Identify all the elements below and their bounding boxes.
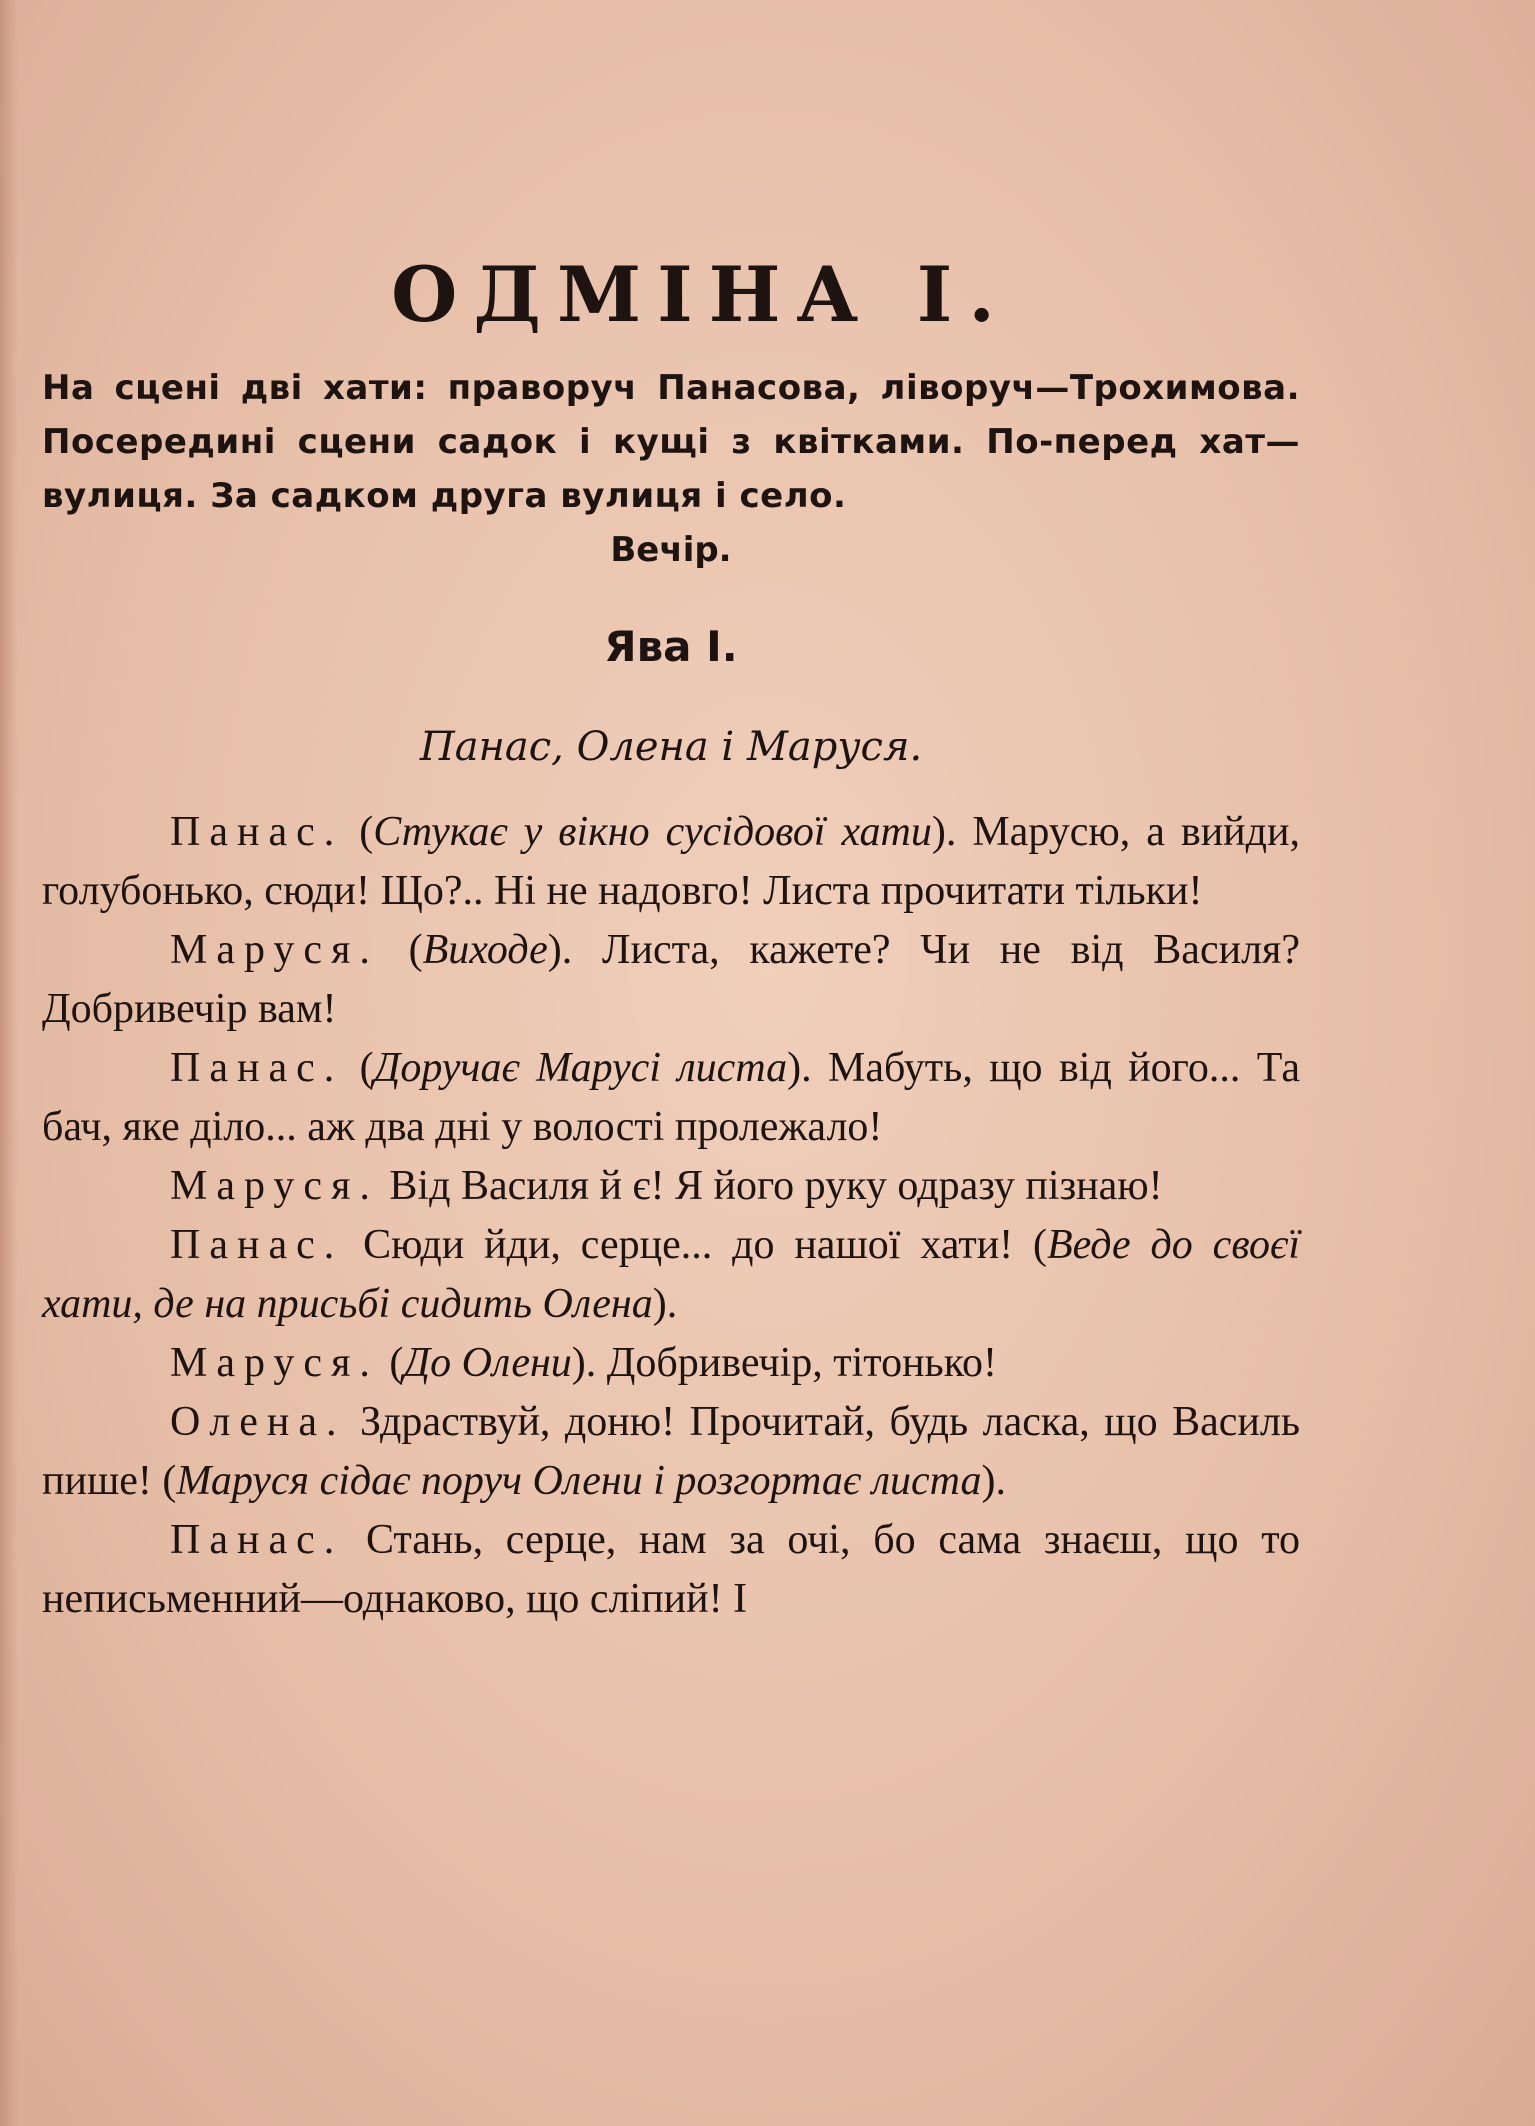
scene-title: Ява І. — [604, 622, 738, 671]
stage-direction: На сцені дві хати: праворуч Панасова, ліворуч—Трохимова. Посередині сцени садок і кущі з квітками. По-перед хат—вулиця. За садком друга вулиця і село. — [42, 368, 1300, 516]
page-edge-shadow — [0, 0, 18, 2126]
dialogue-line — [42, 803, 1300, 921]
speech-text: Сюди йди, серце... до нашої хати! ( — [343, 1222, 1048, 1268]
speech-text: ( — [378, 927, 423, 973]
text-column — [42, 250, 1300, 1629]
speech-text: Здраствуй, доню! Прочитай, будь ласка, що Василь пише! ( — [42, 1399, 1300, 1504]
speech-text: Від Василя й є! Я його руку одразу пізнаю! — [378, 1163, 1163, 1209]
speaker-name: Маруся. — [170, 927, 379, 973]
dialogue-line — [42, 1511, 1300, 1629]
speech-text: ). Мабуть, що від його... Та бач, яке діло... аж два дні у волості пролежало! — [42, 1045, 1301, 1150]
stage-remark: До Олени — [403, 1340, 572, 1386]
speech-text: ). — [652, 1281, 678, 1327]
dialogue-line — [42, 1334, 1300, 1393]
speaker-name: Панас. — [170, 1222, 344, 1268]
speech-text: ( — [378, 1340, 404, 1386]
stage-remark: Веде до своєї хати, де на присьбі сидить Олена — [42, 1222, 1300, 1327]
speaker-name: Панас. — [170, 1045, 344, 1091]
cast-list: Панас, Олена і Маруся. — [419, 724, 923, 770]
speech-text: ( — [343, 809, 374, 855]
speaker-name: Панас. — [170, 809, 344, 855]
dialogue-line — [42, 1157, 1300, 1216]
speech-text: ). Листа, кажете? Чи не від Василя? Добривечір вам! — [42, 927, 1300, 1032]
stage-time: Вечір. — [610, 530, 732, 570]
speaker-name: Панас. — [170, 1517, 344, 1563]
stage-remark: Доручає Марусі листа — [373, 1045, 788, 1091]
speech-text: ( — [343, 1045, 374, 1091]
stage-remark: Стукає у вікно сусідової хати — [373, 809, 932, 855]
stage-remark: Маруся сідає поруч Олени і розгортає листа — [176, 1458, 982, 1504]
dialogue-line — [42, 1039, 1300, 1157]
speaker-name: Маруся. — [170, 1163, 379, 1209]
speech-text: Стань, серце, нам за очі, бо сама знаєш, що то неписьменний—однаково, що сліпий! І — [42, 1517, 1300, 1622]
dialogue-line — [42, 1393, 1300, 1511]
speaker-name: Олена. — [170, 1399, 346, 1445]
speaker-name: Маруся. — [170, 1340, 379, 1386]
stage-remark: Виходе — [422, 927, 548, 973]
dialogue-line — [42, 921, 1300, 1039]
chapter-title: ОДМІНА І. — [391, 250, 1011, 339]
speech-text: ). — [981, 1458, 1007, 1504]
dialogue — [42, 803, 1300, 1629]
speech-text: ). Марусю, а вийди, голубонько, сюди! Що?.. Ні не надовго! Листа прочитати тільки! — [42, 809, 1300, 914]
speech-text: ). Добривечір, тітонько! — [571, 1340, 997, 1386]
dialogue-line — [42, 1216, 1300, 1334]
